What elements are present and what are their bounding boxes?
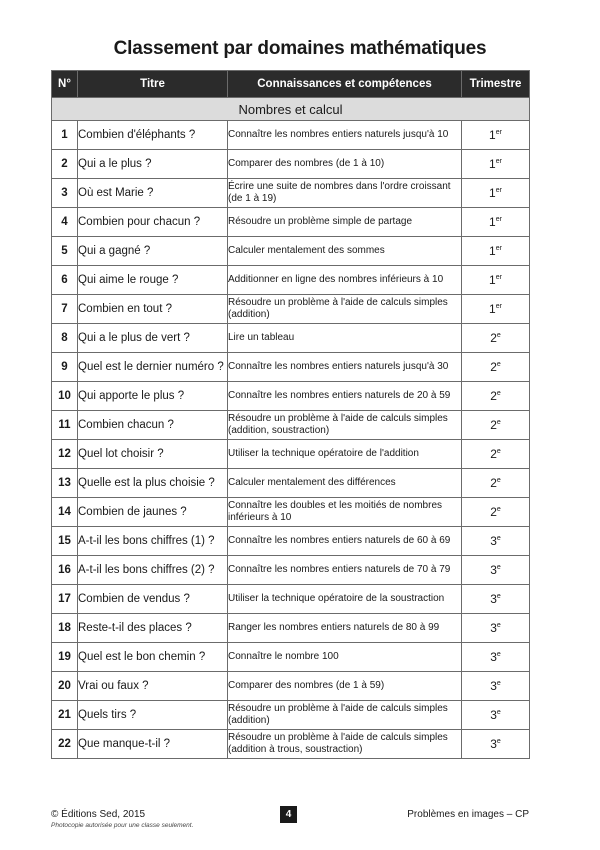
row-competence: Lire un tableau bbox=[228, 324, 462, 353]
trimestre-number: 3 bbox=[490, 737, 497, 751]
row-number: 4 bbox=[52, 208, 78, 237]
table-row bbox=[52, 121, 530, 150]
header-trimestre: Trimestre bbox=[462, 71, 530, 98]
trimestre-suffix: er bbox=[495, 245, 502, 252]
row-title: Combien en tout ? bbox=[78, 295, 228, 324]
row-trimestre bbox=[462, 266, 530, 295]
trimestre-number: 1 bbox=[489, 302, 496, 316]
row-number: 16 bbox=[52, 556, 78, 585]
row-competence: Résoudre un problème simple de partage bbox=[228, 208, 462, 237]
table-row bbox=[52, 179, 530, 208]
row-number: 12 bbox=[52, 440, 78, 469]
row-number: 11 bbox=[52, 411, 78, 440]
row-trimestre bbox=[462, 121, 530, 150]
section-row bbox=[52, 98, 530, 121]
row-title: Qui a le plus ? bbox=[78, 150, 228, 179]
trimestre-number: 1 bbox=[489, 273, 496, 287]
row-competence: Connaître les nombres entiers naturels jusqu'à 30 bbox=[228, 353, 462, 382]
row-number: 20 bbox=[52, 672, 78, 701]
row-title: Combien de vendus ? bbox=[78, 585, 228, 614]
row-title: Qui a gagné ? bbox=[78, 237, 228, 266]
row-competence: Résoudre un problème à l'aide de calculs simples (addition, soustraction) bbox=[228, 411, 462, 440]
row-number: 1 bbox=[52, 121, 78, 150]
photocopy-note: Photocopie autorisée pour une classe seulement. bbox=[51, 822, 194, 829]
trimestre-number: 1 bbox=[489, 186, 496, 200]
row-number: 7 bbox=[52, 295, 78, 324]
row-number: 8 bbox=[52, 324, 78, 353]
row-title: Qui aime le rouge ? bbox=[78, 266, 228, 295]
trimestre-suffix: e bbox=[496, 477, 501, 484]
row-number: 10 bbox=[52, 382, 78, 411]
trimestre-suffix: e bbox=[496, 332, 501, 339]
table-row bbox=[52, 527, 530, 556]
table-row bbox=[52, 150, 530, 179]
trimestre-suffix: er bbox=[495, 158, 502, 165]
row-number: 13 bbox=[52, 469, 78, 498]
row-number: 9 bbox=[52, 353, 78, 382]
row-trimestre bbox=[462, 527, 530, 556]
row-competence: Connaître les nombres entiers naturels de 70 à 79 bbox=[228, 556, 462, 585]
row-title: Quel lot choisir ? bbox=[78, 440, 228, 469]
row-trimestre bbox=[462, 179, 530, 208]
table-row bbox=[52, 353, 530, 382]
trimestre-number: 1 bbox=[489, 215, 496, 229]
domain-table bbox=[51, 70, 530, 759]
trimestre-suffix: e bbox=[496, 535, 501, 542]
row-title: Combien pour chacun ? bbox=[78, 208, 228, 237]
row-title: Quel est le dernier numéro ? bbox=[78, 353, 228, 382]
trimestre-number: 1 bbox=[489, 157, 496, 171]
row-trimestre bbox=[462, 295, 530, 324]
trimestre-number: 2 bbox=[490, 505, 497, 519]
trimestre-number: 3 bbox=[490, 592, 497, 606]
trimestre-suffix: er bbox=[495, 187, 502, 194]
row-trimestre bbox=[462, 643, 530, 672]
trimestre-suffix: e bbox=[496, 564, 501, 571]
section-title: Nombres et calcul bbox=[52, 98, 530, 121]
table-row bbox=[52, 440, 530, 469]
row-trimestre bbox=[462, 440, 530, 469]
row-number: 19 bbox=[52, 643, 78, 672]
trimestre-suffix: er bbox=[495, 303, 502, 310]
row-number: 6 bbox=[52, 266, 78, 295]
trimestre-suffix: e bbox=[496, 361, 501, 368]
trimestre-number: 3 bbox=[490, 679, 497, 693]
row-competence: Connaître les nombres entiers naturels de 60 à 69 bbox=[228, 527, 462, 556]
row-competence: Comparer des nombres (de 1 à 59) bbox=[228, 672, 462, 701]
trimestre-number: 3 bbox=[490, 650, 497, 664]
trimestre-number: 2 bbox=[490, 389, 497, 403]
trimestre-suffix: e bbox=[496, 593, 501, 600]
row-title: Quelle est la plus choisie ? bbox=[78, 469, 228, 498]
row-number: 21 bbox=[52, 701, 78, 730]
table-row bbox=[52, 324, 530, 353]
table-row bbox=[52, 411, 530, 440]
trimestre-suffix: e bbox=[496, 651, 501, 658]
header-competences: Connaissances et compétences bbox=[228, 71, 462, 98]
trimestre-number: 2 bbox=[490, 331, 497, 345]
row-number: 15 bbox=[52, 527, 78, 556]
trimestre-number: 2 bbox=[490, 447, 497, 461]
row-number: 17 bbox=[52, 585, 78, 614]
table-row bbox=[52, 295, 530, 324]
trimestre-suffix: e bbox=[496, 506, 501, 513]
row-number: 14 bbox=[52, 498, 78, 527]
trimestre-suffix: e bbox=[496, 622, 501, 629]
row-competence: Ranger les nombres entiers naturels de 80 à 99 bbox=[228, 614, 462, 643]
trimestre-number: 2 bbox=[490, 476, 497, 490]
row-trimestre bbox=[462, 730, 530, 759]
table-row bbox=[52, 469, 530, 498]
table-row bbox=[52, 266, 530, 295]
row-title: Combien de jaunes ? bbox=[78, 498, 228, 527]
row-competence: Connaître les nombres entiers naturels de 20 à 59 bbox=[228, 382, 462, 411]
row-trimestre bbox=[462, 353, 530, 382]
copyright: © Éditions Sed, 2015 bbox=[51, 809, 146, 820]
header-num: N° bbox=[52, 71, 78, 98]
trimestre-suffix: e bbox=[496, 390, 501, 397]
page-title: Classement par domaines mathématiques bbox=[113, 38, 487, 59]
row-trimestre bbox=[462, 498, 530, 527]
table-row bbox=[52, 585, 530, 614]
row-competence: Calculer mentalement des différences bbox=[228, 469, 462, 498]
row-competence: Résoudre un problème à l'aide de calculs simples (addition à trous, soustraction) bbox=[228, 730, 462, 759]
trimestre-suffix: e bbox=[496, 680, 501, 687]
table-row bbox=[52, 672, 530, 701]
row-trimestre bbox=[462, 672, 530, 701]
row-competence: Utiliser la technique opératoire de l'addition bbox=[228, 440, 462, 469]
row-trimestre bbox=[462, 614, 530, 643]
trimestre-suffix: e bbox=[496, 738, 501, 745]
table-row bbox=[52, 498, 530, 527]
row-competence: Écrire une suite de nombres dans l'ordre croissant (de 1 à 19) bbox=[228, 179, 462, 208]
trimestre-number: 3 bbox=[490, 563, 497, 577]
row-title: A-t-il les bons chiffres (1) ? bbox=[78, 527, 228, 556]
trimestre-number: 3 bbox=[490, 621, 497, 635]
table-row bbox=[52, 208, 530, 237]
table-row bbox=[52, 382, 530, 411]
row-title: A-t-il les bons chiffres (2) ? bbox=[78, 556, 228, 585]
row-trimestre bbox=[462, 469, 530, 498]
row-title: Combien d'éléphants ? bbox=[78, 121, 228, 150]
row-title: Reste-t-il des places ? bbox=[78, 614, 228, 643]
row-title: Où est Marie ? bbox=[78, 179, 228, 208]
row-title: Quel est le bon chemin ? bbox=[78, 643, 228, 672]
page-number: 4 bbox=[280, 806, 297, 823]
table-row bbox=[52, 237, 530, 266]
row-number: 3 bbox=[52, 179, 78, 208]
row-competence: Résoudre un problème à l'aide de calculs simples (addition) bbox=[228, 295, 462, 324]
trimestre-number: 2 bbox=[490, 360, 497, 374]
trimestre-number: 1 bbox=[489, 244, 496, 258]
trimestre-number: 1 bbox=[489, 128, 496, 142]
row-competence: Connaître les nombres entiers naturels jusqu'à 10 bbox=[228, 121, 462, 150]
table-row bbox=[52, 643, 530, 672]
row-competence: Connaître le nombre 100 bbox=[228, 643, 462, 672]
row-trimestre bbox=[462, 585, 530, 614]
trimestre-number: 3 bbox=[490, 708, 497, 722]
trimestre-suffix: e bbox=[496, 448, 501, 455]
table-row bbox=[52, 730, 530, 759]
row-trimestre bbox=[462, 556, 530, 585]
row-title: Combien chacun ? bbox=[78, 411, 228, 440]
trimestre-number: 2 bbox=[490, 418, 497, 432]
table-row bbox=[52, 701, 530, 730]
trimestre-suffix: e bbox=[496, 709, 501, 716]
row-title: Qui apporte le plus ? bbox=[78, 382, 228, 411]
row-trimestre bbox=[462, 208, 530, 237]
row-competence: Additionner en ligne des nombres inférieurs à 10 bbox=[228, 266, 462, 295]
row-trimestre bbox=[462, 701, 530, 730]
header-titre: Titre bbox=[78, 71, 228, 98]
trimestre-suffix: er bbox=[495, 274, 502, 281]
table-row bbox=[52, 556, 530, 585]
trimestre-suffix: e bbox=[496, 419, 501, 426]
row-title: Quels tirs ? bbox=[78, 701, 228, 730]
row-competence: Utiliser la technique opératoire de la soustraction bbox=[228, 585, 462, 614]
trimestre-number: 3 bbox=[490, 534, 497, 548]
trimestre-suffix: er bbox=[495, 216, 502, 223]
row-title: Qui a le plus de vert ? bbox=[78, 324, 228, 353]
row-competence: Résoudre un problème à l'aide de calculs simples (addition) bbox=[228, 701, 462, 730]
row-number: 5 bbox=[52, 237, 78, 266]
row-number: 22 bbox=[52, 730, 78, 759]
trimestre-suffix: er bbox=[495, 129, 502, 136]
row-title: Que manque-t-il ? bbox=[78, 730, 228, 759]
row-trimestre bbox=[462, 382, 530, 411]
row-trimestre bbox=[462, 411, 530, 440]
row-trimestre bbox=[462, 324, 530, 353]
row-competence: Comparer des nombres (de 1 à 10) bbox=[228, 150, 462, 179]
table-header-row bbox=[52, 71, 530, 98]
row-title: Vrai ou faux ? bbox=[78, 672, 228, 701]
row-competence: Connaître les doubles et les moitiés de nombres inférieurs à 10 bbox=[228, 498, 462, 527]
book-title: Problèmes en images – CP bbox=[407, 809, 529, 820]
row-trimestre bbox=[462, 237, 530, 266]
row-number: 2 bbox=[52, 150, 78, 179]
table-row bbox=[52, 614, 530, 643]
row-trimestre bbox=[462, 150, 530, 179]
row-competence: Calculer mentalement des sommes bbox=[228, 237, 462, 266]
row-number: 18 bbox=[52, 614, 78, 643]
